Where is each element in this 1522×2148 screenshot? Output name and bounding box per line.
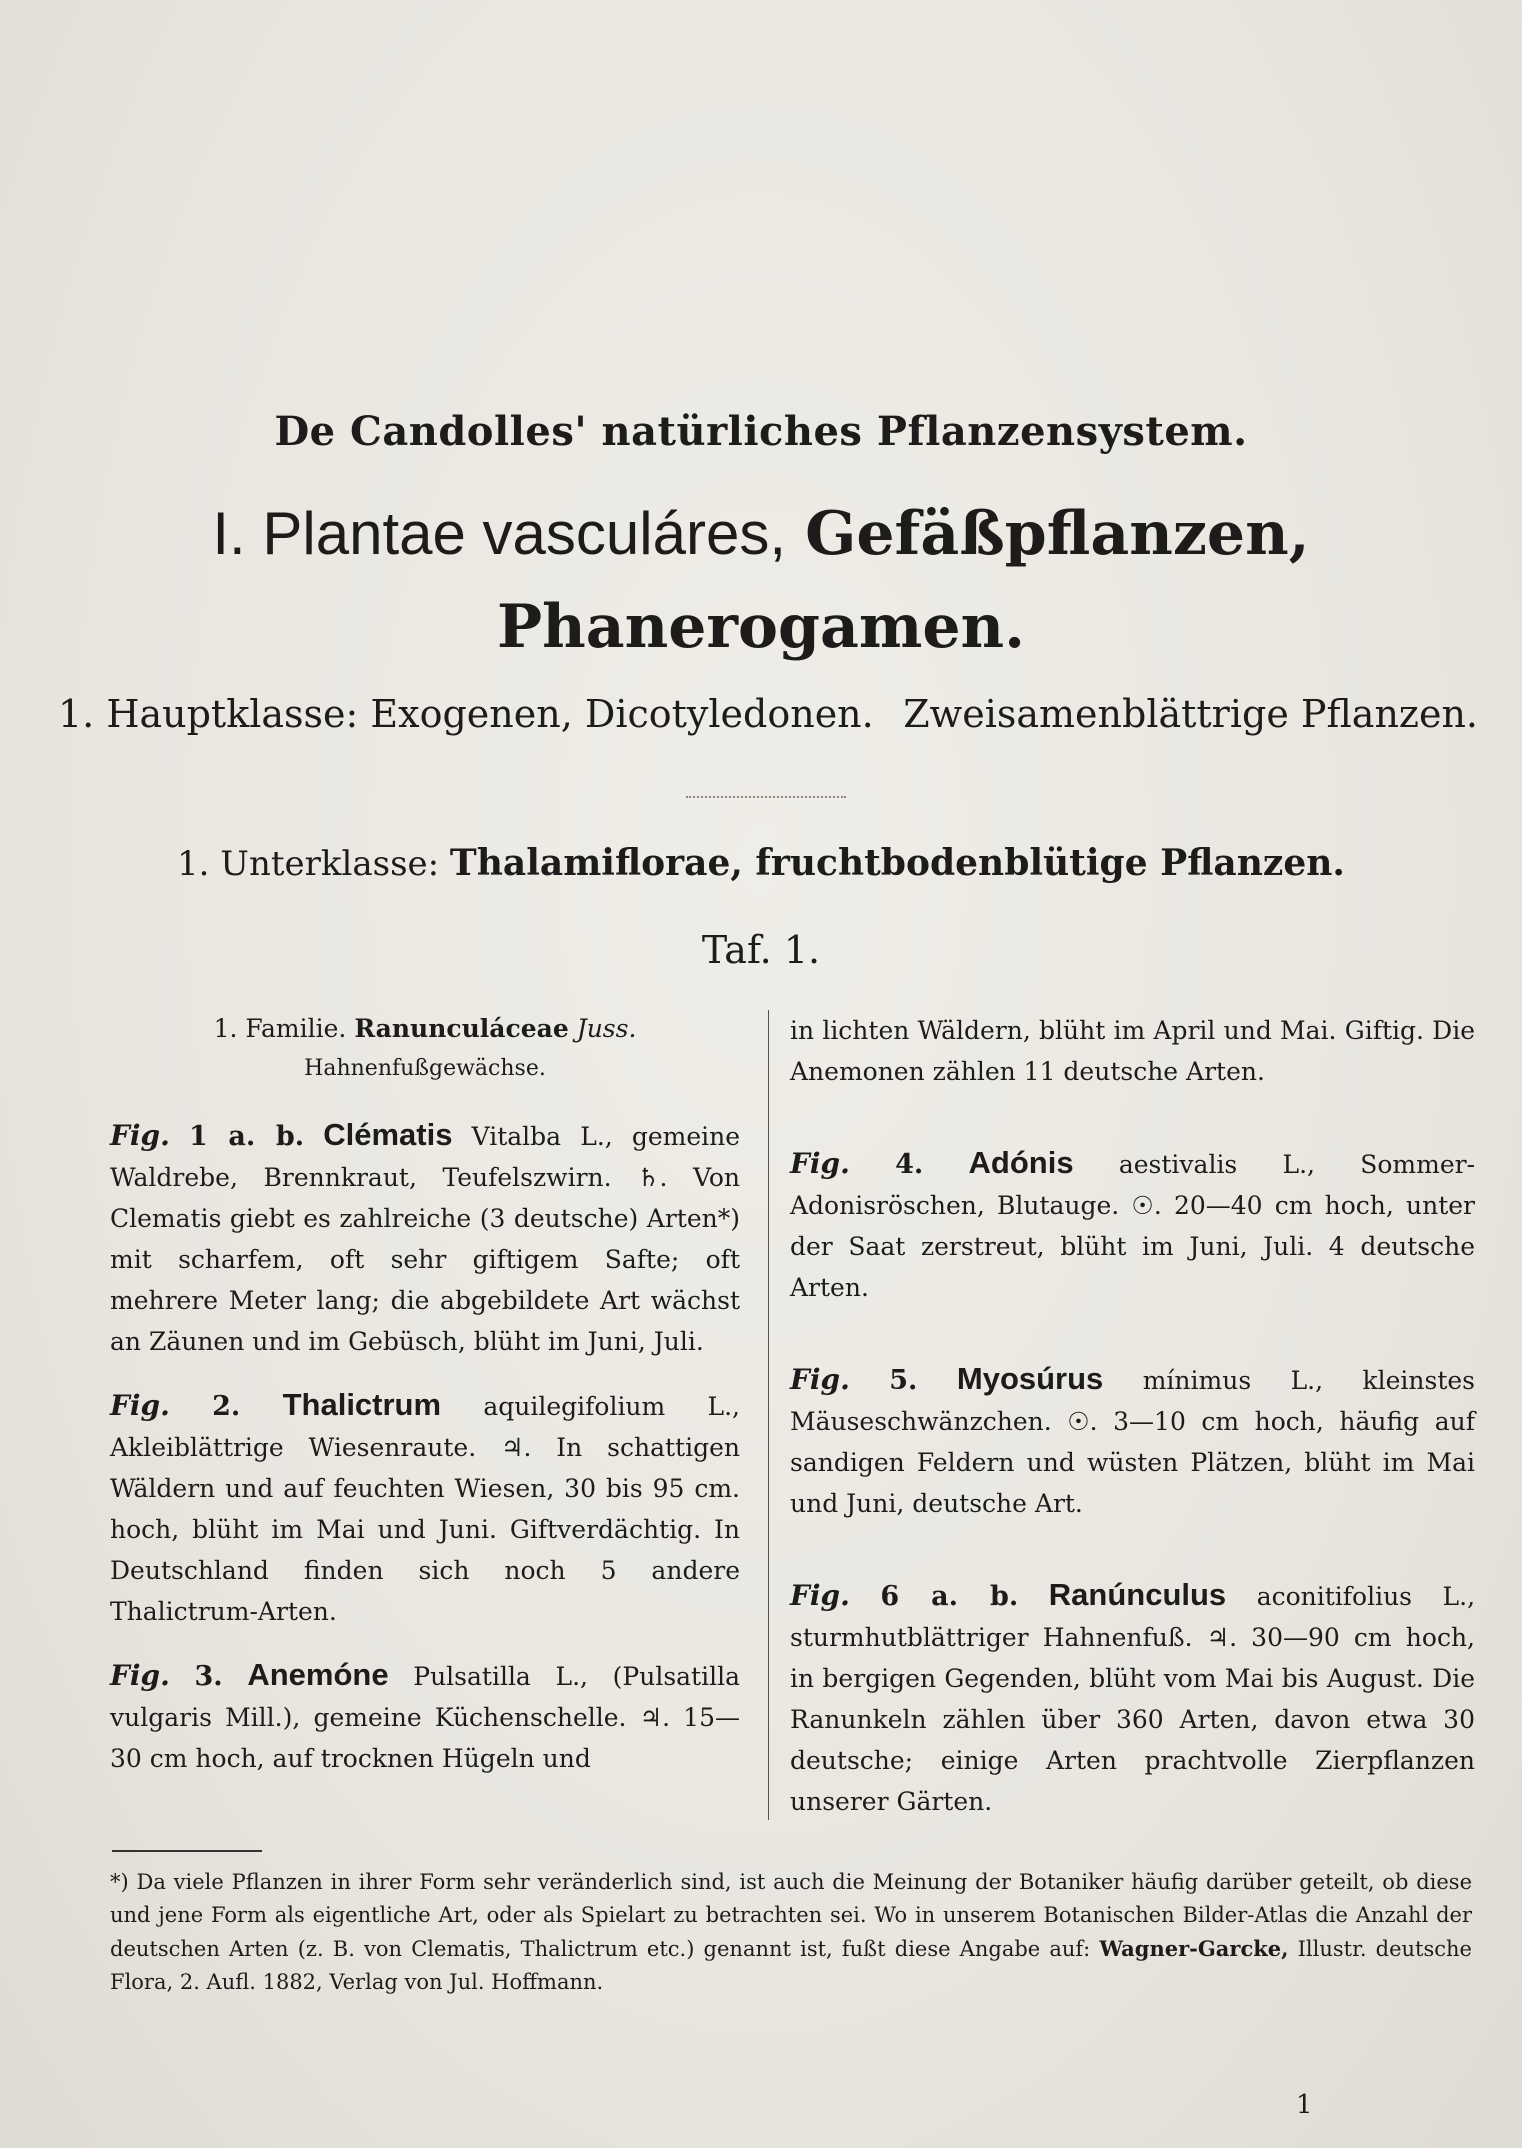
left-column: [110, 1010, 740, 1779]
fig-label: Fig.: [110, 1389, 170, 1422]
footnote-text: *) Da viele Pflanzen in ihrer Form sehr veränderlich sind, ist auch die Meinung der Botaniker häufig darüber geteilt, ob diese und jene Form als eigentliche Art, oder als Spielart zu betrachten sei. Wo in unserem Botanischen Bilder-Atlas die Anzahl der deutschen Arten (z. B. von Clematis, Thalictrum etc.) genannt ist, fußt diese Angabe auf:: [110, 1870, 1472, 1961]
fig-label: Fig.: [790, 1579, 850, 1612]
fig-number: 3.: [194, 1661, 223, 1692]
genus-name: Myosúrus: [956, 1361, 1104, 1396]
subclass-heading: [0, 842, 1522, 884]
entry-anemone-continuation: in lichten Wäldern, blüht im April und Mai. Giftig. Die Anemonen zählen 11 deutsche Arten.: [790, 1016, 1475, 1086]
main-class-line: [58, 692, 1478, 736]
genus-name: Thalictrum: [282, 1387, 442, 1422]
footnote-source-author: Wagner-Garcke,: [1099, 1936, 1289, 1961]
fig-number: 5.: [889, 1365, 918, 1396]
genus-name: Clématis: [323, 1117, 453, 1152]
right-column: [790, 1010, 1475, 1822]
fig-number: 2.: [212, 1391, 241, 1422]
entry-myosurus: [790, 1358, 1475, 1524]
family-name-german: Hahnenfußgewächse.: [304, 1056, 546, 1081]
fig-label: Fig.: [110, 1659, 170, 1692]
subclass-name: Thalamiflorae, fruchtbodenblütige Pflanzen.: [449, 842, 1345, 884]
main-title-german: Gefäßpflanzen,: [805, 499, 1310, 569]
fig-label: Fig.: [110, 1119, 170, 1152]
main-title-latin: I. Plantae vasculáres,: [212, 500, 787, 567]
family-author: Juss.: [576, 1014, 637, 1043]
entry-text: Vitalba L., gemeine Waldrebe, Brennkraut, Teufelszwirn. ♄. Von Clematis giebt es zahlreiche (3 deutsche) Arten*) mit scharfem, oft sehr giftigem Safte; oft mehrere Meter lang; die abgebildete Art wächst an Zäunen und im Gebüsch, blüht im Juni, Juli.: [110, 1122, 741, 1356]
entry-ranunculus: [790, 1574, 1475, 1822]
footnote-source-rest: Illustr. deutsche Flora, 2. Aufl. 1882, Verlag von Jul. Hoffmann.: [110, 1937, 1472, 1994]
entry-text: aquilegifolium L., Akleiblättrige Wiesenraute. ♃. In schattigen Wäldern und auf feuchten Wiesen, 30 bis 95 cm. hoch, blüht im Mai und Juni. Giftverdächtig. In Deutschland finden sich noch 5 andere Thalictrum-Arten.: [110, 1392, 741, 1626]
page-number: 1: [1296, 2090, 1313, 2120]
fig-number: 6 a. b.: [880, 1581, 1019, 1612]
entry-thalictrum: [110, 1384, 740, 1632]
subclass-prefix: 1. Unterklasse:: [177, 844, 440, 884]
genus-name: Anemóne: [247, 1657, 389, 1692]
fig-number: 1 a. b.: [188, 1121, 305, 1152]
entry-text: mínimus L., kleinstes Mäuseschwänzchen. ☉. 3—10 cm hoch, häufig auf sandigen Feldern und wüsten Plätzen, blüht im Mai und Juni, deutsche Art.: [790, 1366, 1476, 1518]
section-divider: [686, 796, 846, 798]
main-class-german: Zweisamenblättrige Pflanzen.: [903, 692, 1478, 736]
fig-label: Fig.: [790, 1363, 850, 1396]
entry-adonis: [790, 1142, 1475, 1308]
family-heading: [110, 1010, 740, 1088]
main-title: [0, 498, 1522, 570]
main-subtitle: Phanerogamen.: [496, 592, 1026, 662]
fig-number: 4.: [895, 1149, 924, 1180]
genus-name: Adónis: [968, 1145, 1074, 1180]
footnote: [110, 1866, 1472, 1999]
main-class-name: 1. Hauptklasse: Exogenen, Dicotyledonen.: [58, 692, 874, 736]
entry-anemone: [110, 1654, 740, 1779]
column-divider: [768, 1010, 769, 1820]
fig-label: Fig.: [790, 1147, 850, 1180]
system-heading: De Candolles' natürliches Pflanzensystem.: [274, 408, 1248, 455]
footnote-rule: [112, 1850, 262, 1852]
family-number: 1. Familie.: [213, 1014, 347, 1043]
genus-name: Ranúnculus: [1048, 1577, 1227, 1612]
entry-text: Pulsatilla L., (Pulsatilla vulgaris Mill.), gemeine Küchenschelle. ♃. 15—30 cm hoch, auf trocknen Hügeln und: [110, 1662, 740, 1773]
entry-text: aestivalis L., Sommer-Adonisröschen, Blutauge. ☉. 20—40 cm hoch, unter der Saat zerstreut, blüht im Juni, Juli. 4 deutsche Arten.: [790, 1150, 1476, 1302]
entry-clematis: [110, 1114, 740, 1362]
plate-label: Taf. 1.: [701, 928, 821, 972]
family-name: Ranunculáceae: [354, 1014, 569, 1043]
entry-text: aconitifolius L., sturmhutblättriger Hahnenfuß. ♃. 30—90 cm hoch, in bergigen Gegenden, blüht vom Mai bis August. Die Ranunkeln zählen über 360 Arten, davon etwa 30 deutsche; einige Arten prachtvolle Zierpflanzen unserer Gärten.: [790, 1582, 1476, 1816]
